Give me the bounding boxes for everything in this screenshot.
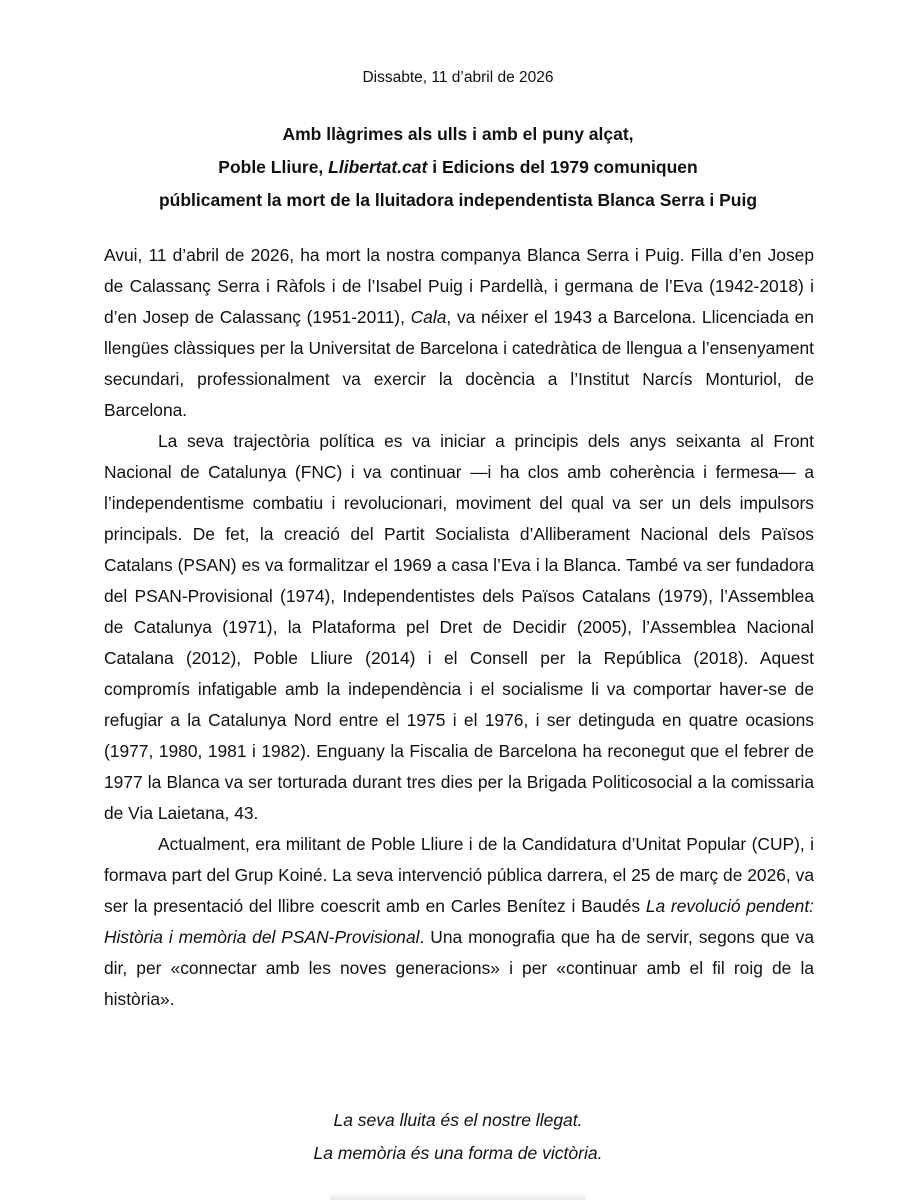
page-edge-shadow: [330, 1192, 586, 1200]
paragraph-3-text-a: Actualment, era militant de Poble Lliure i de la Candidatura d’Unitat Popular (CUP), i formava part del Grup Koiné. La seva intervenció pública darrera, el 25 de març de 2026, va ser la presentació del llibre coescrit amb en Carles Benítez i Baudés: [104, 834, 814, 916]
paragraph-1: [104, 240, 814, 426]
paragraph-1-nickname: Cala: [410, 307, 447, 327]
article-body: [104, 240, 814, 1015]
paragraph-3-book-title: La revolució pendent: Història i memòria del PSAN-Provisional: [104, 896, 814, 947]
paragraph-3-text-b: . Una monografia que ha de servir, segons que va dir, per «connectar amb les noves generacions» i per «continuar amb el fil roig de la història».: [104, 927, 814, 1009]
closing-line-2: La memòria és una forma de victòria.: [313, 1143, 603, 1163]
paragraph-1-text-b: , va néixer el 1943 a Barcelona. Llicenciada en llengües clàssiques per la Universitat de Barcelona i catedràtica de llengua a l’ensenyament secundari, professionalment va exercir la docència a l’Institut Narcís Monturiol, de Barcelona.: [104, 307, 814, 420]
headline-line-2: [60, 151, 856, 184]
headline-line-2-pre: Poble Lliure,: [218, 157, 329, 177]
paragraph-3: [104, 829, 814, 1015]
headline-line-3: públicament la mort de la lluitadora independentista Blanca Serra i Puig: [158, 190, 758, 210]
headline: [60, 118, 856, 217]
document-date: Dissabte, 11 d’abril de 2026: [362, 69, 554, 86]
paragraph-2: La seva trajectòria política es va iniciar a principis dels anys seixanta al Front Nacional de Catalunya (FNC) i va continuar —i ha clos amb coherència i fermesa— a l’independentisme combatiu i revolucionari, moviment del qual va ser un dels impulsors principals. De fet, la creació del Partit Socialista d’Alliberament Nacional dels Països Catalans (PSAN) es va formalitzar el 1969 a casa l’Eva i la Blanca. També va ser fundadora del PSAN-Provisional (1974), Independentistes dels Països Catalans (1979), l’Assemblea de Catalunya (1971), la Plataforma pel Dret de Decidir (2005), l’Assemblea Nacional Catalana (2012), Poble Lliure (2014) i el Consell per la República (2018). Aquest compromís infatigable amb la independència i el socialisme li va comportar haver-se de refugiar a la Catalunya Nord entre el 1975 i el 1976, i ser detinguda en quatre ocasions (1977, 1980, 1981 i 1982). Enguany la Fiscalia de Barcelona ha reconegut que el febrer de 1977 la Blanca va ser torturada durant tres dies per la Brigada Politicosocial a la comissaria de Via Laietana, 43.: [104, 431, 814, 823]
paragraph-1-text-a: Avui, 11 d’abril de 2026, ha mort la nostra companya Blanca Serra i Puig. Filla d’en Josep de Calassanç Serra i Ràfols i de l’Isabel Puig i Pardellà, i germana de l’Eva (1942-2018) i d’en Josep de Calassanç (1951-2011),: [104, 245, 814, 327]
headline-line-2-post: i Edicions del 1979 comuniquen: [427, 157, 698, 177]
headline-publication-name: Llibertat.cat: [328, 157, 428, 177]
closing-quote: [0, 1104, 916, 1170]
headline-line-1: Amb llàgrimes als ulls i amb el puny alçat,: [282, 124, 634, 144]
closing-line-1: La seva lluita és el nostre llegat.: [333, 1110, 583, 1130]
